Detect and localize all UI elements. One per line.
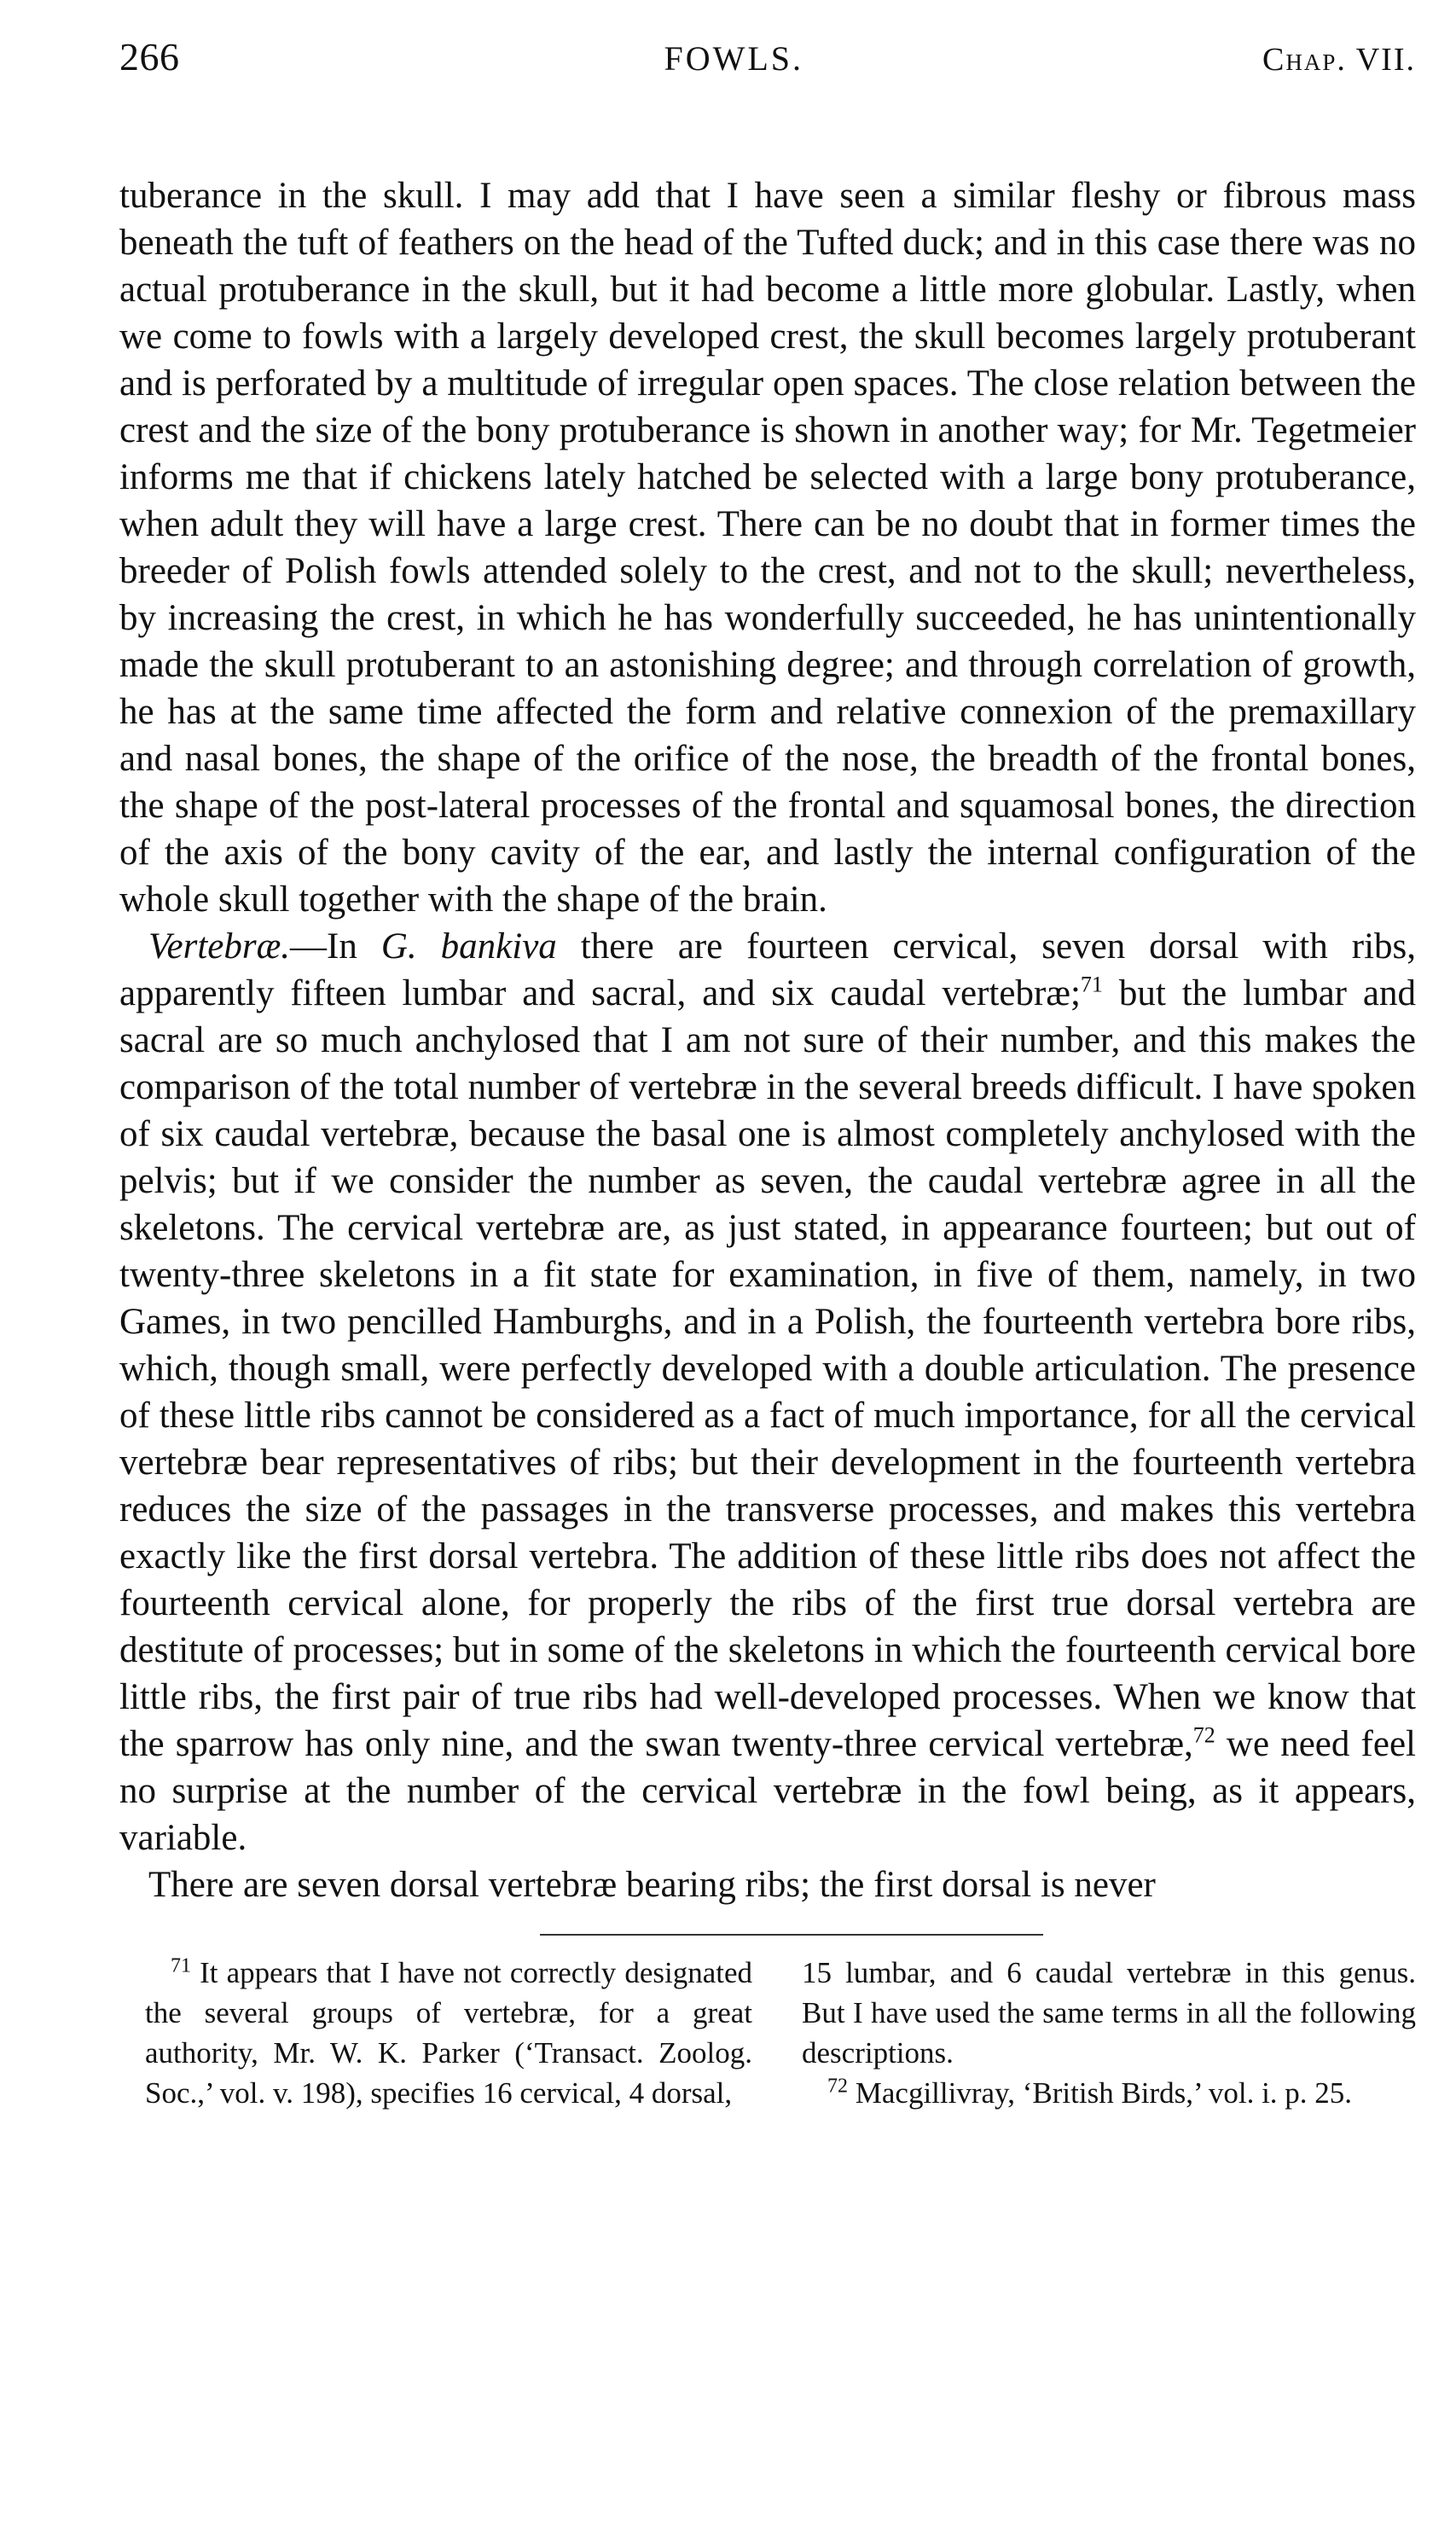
footnote-72 (802, 2073, 1416, 2113)
vertebrae-text-c: we need feel no surprise at the number of the cervical vertebræ in the fowl being, as it appears, variable. (119, 1724, 1416, 1858)
footnote-71-start (145, 1953, 752, 2113)
footnotes (119, 1953, 1416, 2113)
species-name: G. bankiva (380, 926, 557, 967)
footnote-71-continued: 15 lumbar, and 6 caudal vertebræ in this genus. But I have used the same terms in all the following descriptions. (802, 1956, 1416, 2070)
paragraph-vertebrae (119, 923, 1416, 1861)
vertebrae-text-a: there are fourteen cervical, seven dorsal with ribs, apparently fifteen lumbar and sacral, and six caudal vertebræ; (119, 926, 1416, 1013)
running-head (119, 34, 1416, 96)
footnote-marker-72: 72 (827, 2075, 848, 2098)
footnote-column-right (802, 1953, 1416, 2113)
book-page (119, 34, 1416, 2113)
heading-dash: —In (290, 926, 381, 967)
main-text (119, 172, 1416, 1908)
footnote-marker-71: 71 (171, 1954, 191, 1977)
footnote-divider (540, 1934, 1043, 1936)
page-number: 266 (119, 35, 180, 78)
vertebrae-text-b: but the lumbar and sacral are so much anchylosed that I am not sure of their number, and this makes the comparison of the total number of vertebræ in the several breeds difficult. I have spoken of six caudal vertebræ, because the basal one is almost completely anchylosed with the pelvis; but if we consider the number as seven, the caudal vertebræ agree in all the skeletons. The cervical vertebræ are, as just stated, in appearance fourteen; but out of twenty-three skeletons in a fit state for examination, in five of them, namely, in two Games, in two pencilled Hamburghs, and in a Polish, the fourteenth vertebra bore ribs, which, though small, were perfectly developed with a double articulation. The presence of these little ribs cannot be considered as a fact of much importance, for all the cervical vertebræ bear representatives of ribs; but their development in the fourteenth vertebra reduces the size of the passages in the transverse processes, and makes this vertebra exactly like the first dorsal vertebra. The addition of these little ribs does not affect the fourteenth cervical alone, for properly the ribs of the first true dorsal vertebra are destitute of processes; but in some of the skeletons in which the fourteenth cervical bore little ribs, the first pair of true ribs had well-developed processes. When we know that the sparrow has only nine, and the swan twenty-three cervical vertebræ, (119, 973, 1416, 1764)
paragraph-dorsal-vertebrae: There are seven dorsal vertebræ bearing ribs; the first dorsal is never (148, 1865, 1156, 1905)
running-title: FOWLS. (664, 39, 804, 78)
chapter-label: Chap. VII. (1262, 42, 1416, 78)
footnote-ref-71[interactable]: 71 (1080, 972, 1103, 997)
footnote-ref-72[interactable]: 72 (1192, 1722, 1215, 1748)
footnote-72-text: Macgillivray, ‘British Birds,’ vol. i. p. 25. (848, 2076, 1353, 2110)
section-heading-vertebrae: Vertebræ. (148, 926, 291, 967)
footnote-column-left (119, 1953, 752, 2113)
footnote-71-text-part1: It appears that I have not correctly designated the several groups of vertebræ, for a great authority, Mr. W. K. Parker (‘Transact. Zoolog. Soc.,’ vol. v. 198), specifies 16 cervical, 4 dorsal, (145, 1956, 752, 2110)
paragraph-skull-continued: tuberance in the skull. I may add that I have seen a similar fleshy or fibrous mass beneath the tuft of feathers on the head of the Tufted duck; and in this case there was no actual protuberance in the skull, but it had become a little more globular. Lastly, when we come to fowls with a largely developed crest, the skull becomes largely protuberant and is perforated by a multitude of irregular open spaces. The close relation between the crest and the size of the bony protuberance is shown in another way; for Mr. Tegetmeier informs me that if chickens lately hatched be selected with a large bony protuberance, when adult they will have a large crest. There can be no doubt that in former times the breeder of Polish fowls attended solely to the crest, and not to the skull; nevertheless, by increasing the crest, in which he has wonderfully succeeded, he has unintentionally made the skull protuberant to an astonishing degree; and through correlation of growth, he has at the same time affected the form and relative connexion of the premaxillary and nasal bones, the shape of the orifice of the nose, the breadth of the frontal bones, the shape of the post-lateral processes of the frontal and squamosal bones, the direction of the axis of the bony cavity of the ear, and lastly the internal configuration of the whole skull together with the shape of the brain. (119, 176, 1416, 920)
